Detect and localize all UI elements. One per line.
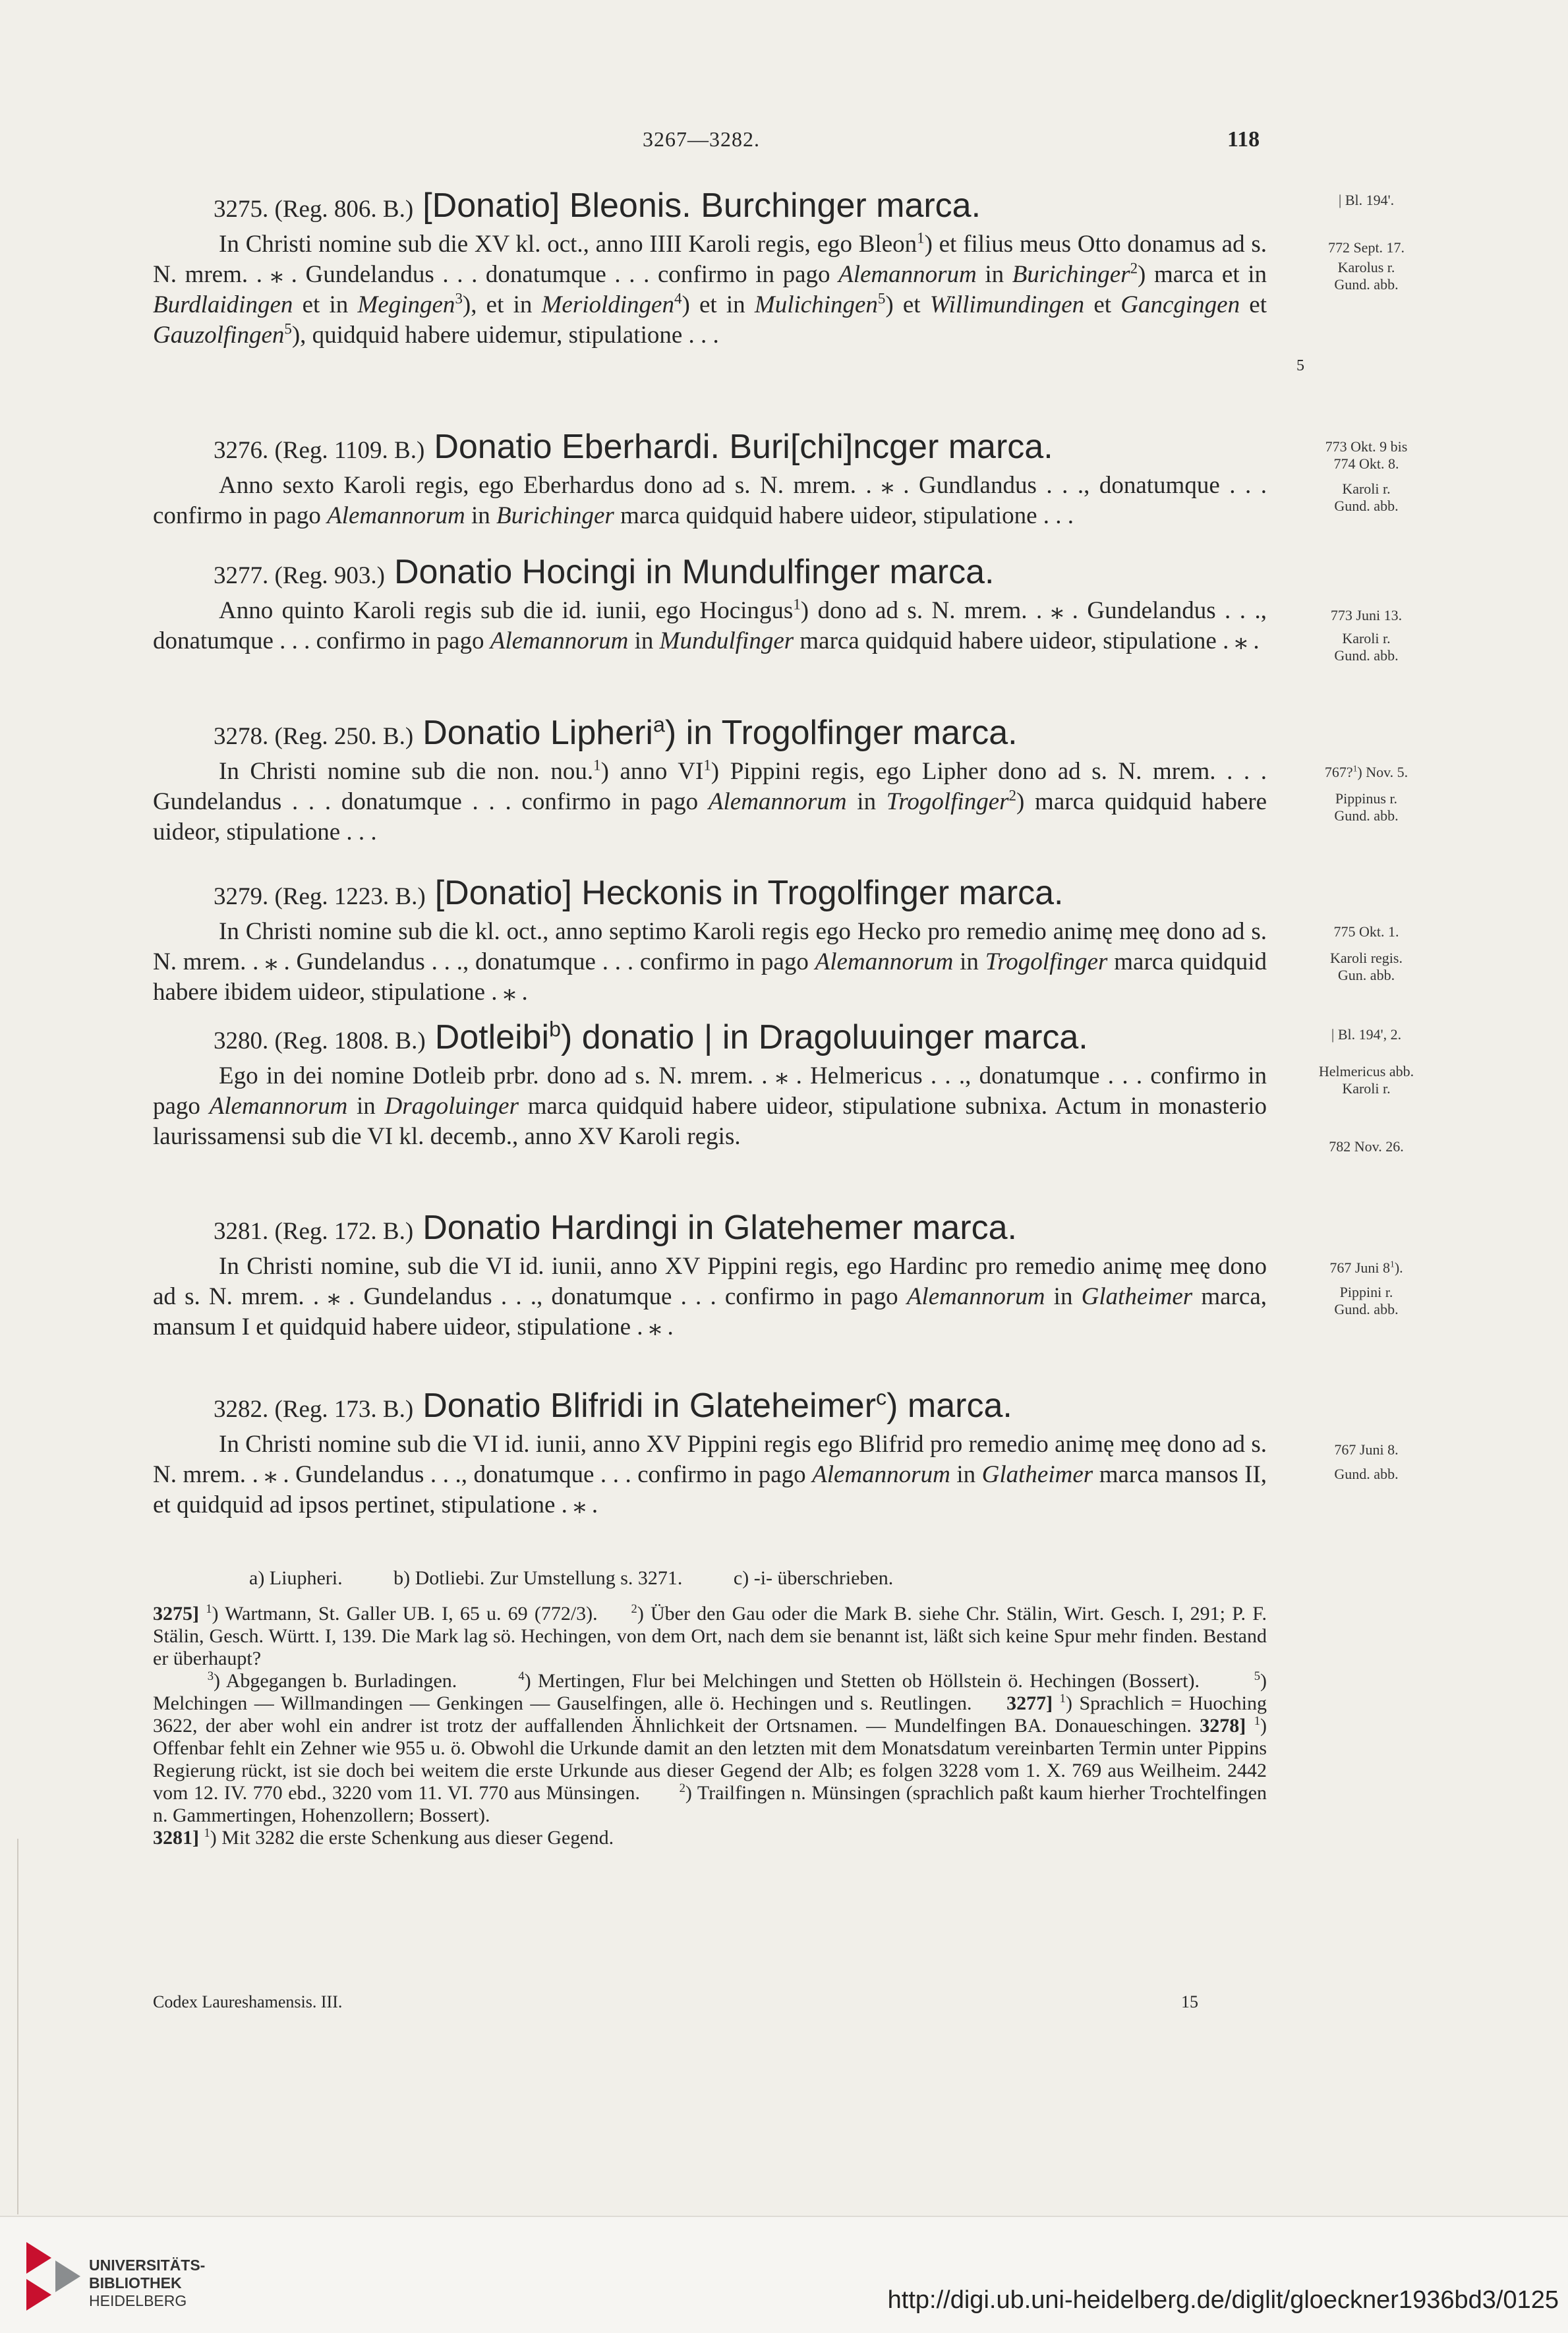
entry-title: Donatio Eberhardi. Buri[chi]ncger marca. [434, 428, 1053, 466]
note-c: c) -i- überschrieben. [733, 1567, 894, 1589]
entry-text: In Christi nomine sub die XV kl. oct., anno IIII Karoli regis, ego Bleon$^1$) et filius meus Otto donamus ad s. N. mrem. . ⁎ . Gundelandus . . . donatumque . . . confirmo in pago Alemannorum in Burichinger$^2$) marca et in Burdlaidingen et in Megingen$^3$), et in Merioldingen$^4$) et in Mulichingen$^5$) et Willimundingen et Gancgingen et Gauzolfingen$^5$), quidquid habere uidemur, stipulatione . . . [153, 229, 1267, 349]
entry-heading [153, 1386, 1267, 1429]
charter-entry [153, 186, 1267, 351]
entry-number: 3280. (Reg. 1808. B.) [214, 1027, 426, 1054]
entry-title: [Donatio] Bleonis. Burchinger marca. [422, 187, 981, 225]
margin-note: | Bl. 194'. [1338, 192, 1395, 208]
margin-date: 782 Nov. 26. [1329, 1138, 1404, 1155]
margin-note: Gund. abb. [1334, 276, 1399, 293]
margin-note: Gund. abb. [1334, 647, 1399, 664]
entry-title: Donatio Hocingi in Mundulfinger marca. [394, 553, 995, 591]
entry-title: Donatio Lipheri$^a$) in Trogolfinger marca. [422, 712, 1018, 752]
charter-entry [153, 713, 1267, 848]
entry-number: 3275. (Reg. 806. B.) [214, 196, 414, 223]
entry-number: 3279. (Reg. 1223. B.) [214, 883, 426, 910]
entry-heading [153, 713, 1267, 757]
charter-entry [153, 1018, 1267, 1152]
entry-text: In Christi nomine sub die non. nou.$^1$) anno $VI^1$) Pippini regis, ego Lipher dono ad s. N. mrem. . . . Gundelandus . . . donatumque . . . confirmo in pago Alemannorum in Trogolfinger$^2$) marca quidquid habere uideor, stipulatione . . . [153, 757, 1267, 846]
line-number: 5 [1296, 357, 1304, 374]
charter-entry [153, 1386, 1267, 1520]
entry-text: Ego in dei nomine Dotleib prbr. dono ad s. N. mrem. . ⁎ . Helmericus . . ., donatumque . . . confirmo in pago Alemannorum in Dragoluinger marca quidquid habere uideor, stipulatione subnixa. Actum in monasterio laurissamensi sub die VI kl. decemb., anno XV Karoli regis. [153, 1062, 1267, 1150]
margin-note: Karolus r. [1337, 259, 1395, 275]
page-number: 118 [1227, 127, 1260, 152]
entry-title: Donatio Hardingi in Glatehemer marca. [422, 1209, 1017, 1247]
note-b: b) Dotliebi. Zur Umstellung s. 3271. [393, 1567, 683, 1589]
entry-number: 3282. (Reg. 173. B.) [214, 1396, 414, 1423]
margin-note: Karoli r. [1342, 630, 1391, 647]
note-a: a) Liupheri. [249, 1567, 343, 1589]
institution-line-1: UNIVERSITÄTS- [89, 2257, 206, 2274]
volume-signature: Codex Laureshamensis. III. [153, 1992, 343, 2011]
signature-line [153, 1992, 1267, 2012]
margin-note: Gund. abb. [1334, 807, 1399, 824]
margin-note: Karoli regis. [1330, 950, 1403, 966]
entry-title: [Donatio] Heckonis in Trogolfinger marca. [434, 874, 1064, 912]
charter-entry [153, 1208, 1267, 1342]
ub-heidelberg-logo-icon [26, 2242, 82, 2315]
institution-line-2: BIBLIOTHEK [89, 2274, 182, 2291]
entry-text: In Christi nomine sub die VI id. iunii, anno XV Pippini regis ego Blifrid pro remedio animę meę dono ad s. N. mrem. . ⁎ . Gundelandus . . ., donatumque . . . confirmo in pago Alemannorum in Glatheimer marca mansos II, et quidquid ad ipsos pertinet, stipulatione . ⁎ . [153, 1431, 1267, 1518]
margin-note: 767 Juni $8^1$). [1329, 1259, 1403, 1276]
margin-note: 773 Okt. 9 bis [1325, 438, 1408, 455]
margin-note: Karoli r. [1342, 1080, 1391, 1097]
permalink-url[interactable]: http://digi.ub.uni-heidelberg.de/diglit/gloeckner1936bd3/0125 [887, 2286, 1559, 2314]
text-critical-notes [249, 1567, 939, 1590]
scan-edge-line [17, 1839, 18, 2214]
entry-number: 3281. (Reg. 172. B.) [214, 1218, 414, 1245]
entry-text: Anno quinto Karoli regis sub die id. iunii, ego Hocingus$^1$) dono ad s. N. mrem. . ⁎ . Gundelandus . . ., donatumque . . . confirmo in pago Alemannorum in Mundulfinger marca quidquid habere uideor, stipulatione . ⁎ . [153, 596, 1267, 654]
margin-note: Gund. abb. [1334, 1301, 1399, 1317]
entry-title: Donatio Blifridi in Glateheimer$^c$) marca. [422, 1385, 1012, 1425]
charter-entry [153, 427, 1267, 531]
library-footer [0, 2216, 1568, 2333]
margin-note: Gun. abb. [1337, 967, 1395, 983]
sheet-number: 15 [1181, 1992, 1198, 2011]
entry-heading [153, 1208, 1267, 1252]
charter-entry [153, 552, 1267, 656]
entry-heading [153, 873, 1267, 917]
entry-heading [153, 552, 1267, 596]
margin-note: Karoli r. [1342, 480, 1391, 497]
margin-note: | Bl. 194', 2. [1331, 1026, 1402, 1043]
margin-note: 772 Sept. 17. [1327, 239, 1405, 256]
margin-note: 774 Okt. 8. [1333, 455, 1399, 472]
margin-note: Pippini r. [1339, 1284, 1393, 1300]
margin-note: Gund. abb. [1334, 1466, 1399, 1482]
entry-text: Anno sexto Karoli regis, ego Eberhardus dono ad s. N. mrem. . ⁎ . Gundlandus . . ., donatumque . . . confirmo in pago Alemannorum in Burichinger marca quidquid habere uideor, stipulatione . . . [153, 472, 1267, 529]
charter-entry [153, 873, 1267, 1008]
margin-note: Helmericus abb. [1318, 1063, 1414, 1080]
entry-number: 3276. (Reg. 1109. B.) [214, 437, 425, 464]
entry-heading [153, 1018, 1267, 1061]
margin-note: Gund. abb. [1334, 498, 1399, 514]
institution-name [89, 2257, 205, 2310]
entry-number: 3278. (Reg. 250. B.) [214, 723, 414, 750]
margin-note: 775 Okt. 1. [1333, 923, 1399, 940]
commentary-notes: 3275] $^1$) Wartmann, St. Galler UB. I, 65 u. 69 (772/3). $^2$) Über den Gau oder die Mark B. siehe Chr. Stälin, Wirt. Gesch. I, 291; P. F. Stälin, Gesch. Württ. I, 139. Die Mark lag sö. Hechingen, von dem Ort, nach dem sie benannt ist, läßt sich keine Spur mehr finden. Bestand er überhaupt? $^3$) Abgegangen b. Burladingen. $^4$) Mertingen, Flur bei Melchingen und Stetten ob Höllstein ö. Hechingen (Bossert). $^5$) Melchingen — Willmandingen — Genkingen — Gauselfingen, alle ö. Hechingen und s. Reutlingen. 3277] $^1$) Sprachlich = Huoching 3622, der aber wohl ein andrer ist trotz der auffallenden Ähnlichkeit der Ortsnamen. — Mundelfingen BA. Donaueschingen. 3278] $^1$) Offenbar fehlt ein Zehner wie 955 u. ö. Obwohl die Urkunde damit an den letzten mit dem Monatsdatum vereinbarten Termin unter Pippins Regierung rückt, ist sie doch bei weitem die erste Urkunde aus dieser Gegend der Alb; es folgen 3228 vom 1. X. 769 aus Weilheim. 2442 vom 12. IV. 770 ebd., 3220 vom 11. VI. 770 aus Münsingen. $^2$) Trailfingen n. Münsingen (sprachlich paßt kaum hierher Trochtelfingen n. Gammertingen, Hohenzollern; Bossert). 3281] $^1$) Mit 3282 die erste Schenkung aus dieser Gegend. [153, 1602, 1267, 1849]
institution-line-3: HEIDELBERG [89, 2292, 187, 2309]
running-head [0, 127, 1568, 167]
margin-note: 773 Juni 13. [1330, 607, 1403, 623]
entry-number: 3277. (Reg. 903.) [214, 562, 385, 589]
margin-note: Pippinus r. [1335, 790, 1398, 807]
entry-text: In Christi nomine sub die kl. oct., anno septimo Karoli regis ego Hecko pro remedio animę meę dono ad s. N. mrem. . ⁎ . Gundelandus . . ., donatumque . . . confirmo in pago Alemannorum in Trogolfinger marca quidquid habere ibidem uideor, stipulatione . ⁎ . [153, 918, 1267, 1006]
margin-note: 767?$^1$) Nov. 5. [1324, 763, 1408, 780]
entry-text: In Christi nomine, sub die VI id. iunii, anno XV Pippini regis, ego Hardinc pro remedio animę meę dono ad s. N. mrem. . ⁎ . Gundelandus . . ., donatumque . . . confirmo in pago Alemannorum in Glatheimer marca, mansum I et quidquid habere uideor, stipulatione . ⁎ . [153, 1253, 1267, 1340]
charter-range: 3267—3282. [643, 127, 760, 151]
entry-heading [153, 186, 1267, 229]
margin-note: 767 Juni 8. [1334, 1441, 1399, 1458]
entry-title: Dotleibi$^b$) donatio | in Dragoluuinger marca. [434, 1017, 1088, 1056]
entry-heading [153, 427, 1267, 471]
